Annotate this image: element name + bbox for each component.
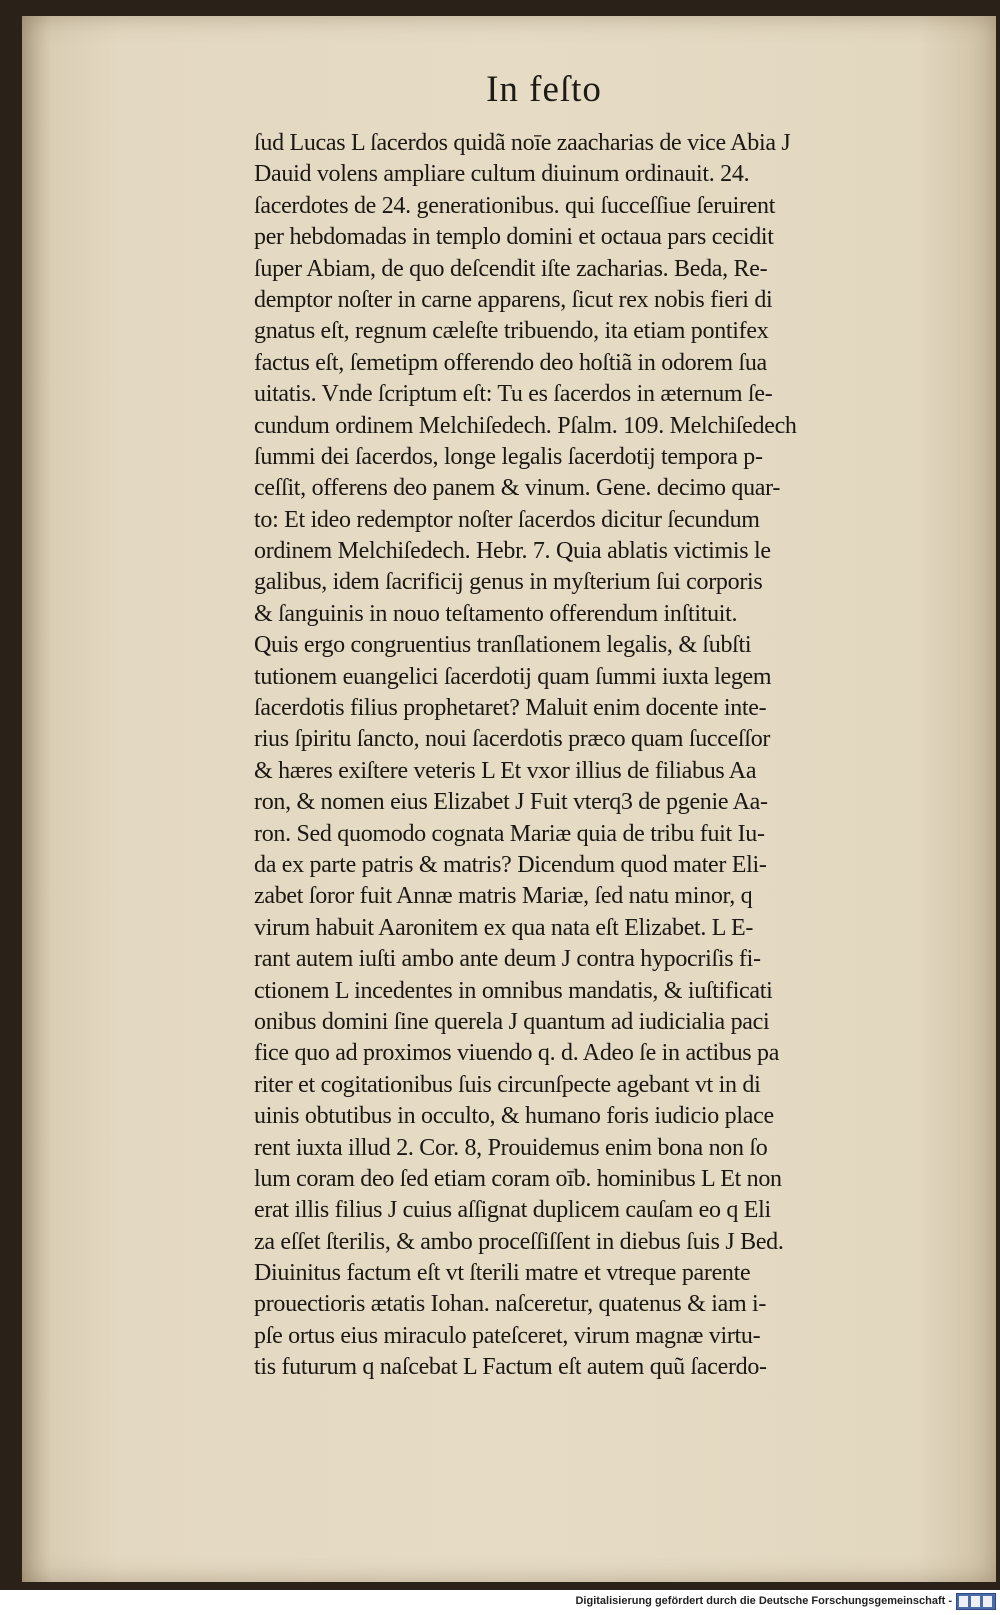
text-line: ceſſit, offerens deo panem & vinum. Gene. decimo quar-: [254, 475, 781, 502]
running-head: In feſto: [486, 69, 602, 110]
footer-text: Digitalisierung gefördert durch die Deutsche Forschungsgemeinschaft -: [575, 1595, 952, 1607]
text-line: per hebdomadas in templo domini et octaua pars cecidit: [254, 224, 774, 251]
text-line: rius ſpiritu ſancto, noui ſacerdotis præco quam ſucceſſor: [254, 726, 771, 753]
text-line: zabet ſoror fuit Annæ matris Mariæ, ſed natu minor, q: [254, 883, 753, 910]
text-line: ctionem L incedentes in omnibus mandatis, & iuſtificati: [254, 977, 773, 1004]
text-line: ordinem Melchiſedech. Hebr. 7. Quia ablatis victimis le: [254, 538, 771, 565]
body-text: [254, 128, 974, 1384]
text-line: rant autem iuſti ambo ante deum J contra hypocriſis fi-: [254, 946, 761, 973]
text-line: ſud Lucas L ſacerdos quidã noīe zaacharias de vice Abia J: [254, 130, 791, 156]
text-line: rent iuxta illud 2. Cor. 8, Prouidemus enim bona non ſo: [254, 1134, 768, 1161]
text-line: ron, & nomen eius Elizabet J Fuit vterq3 de pgenie Aa-: [254, 789, 768, 816]
dfg-logo: [956, 1593, 996, 1610]
text-line: uitatis. Vnde ſcriptum eſt: Tu es ſacerdos in æternum ſe-: [254, 381, 773, 408]
text-line: gnatus eſt, regnum cæleſte tribuendo, ita etiam pontifex: [254, 318, 769, 345]
text-line: & hæres exiſtere veteris L Et vxor illius de filiabus Aa: [254, 757, 757, 784]
text-line: galibus, idem ſacrificij genus in myſterium ſui corporis: [254, 569, 763, 596]
text-line: prouectioris ætatis Iohan. naſceretur, quatenus & iam i-: [254, 1291, 767, 1318]
text-line: ſacerdotes de 24. generationibus. qui ſucceſſiue ſeruirent: [254, 192, 776, 219]
text-line: da ex parte patris & matris? Dicendum quod mater Eli-: [254, 851, 767, 878]
text-line: virum habuit Aaronitem ex qua nata eſt Elizabet. L E-: [254, 914, 754, 941]
text-line: pſe ortus eius miraculo pateſceret, virum magnæ virtu-: [254, 1322, 761, 1349]
text-line: cundum ordinem Melchiſedech. Pſalm. 109. Melchiſedech: [254, 412, 797, 439]
text-line: ſummi dei ſacerdos, longe legalis ſacerdotij tempora p-: [254, 443, 763, 470]
footer-credit: [575, 1591, 952, 1611]
text-line: riter et cogitationibus ſuis circunſpecte agebant vt in di: [254, 1071, 761, 1098]
text-line: onibus domini ſine querela J quantum ad iudicialia paci: [254, 1008, 770, 1035]
text-line: ſacerdotis filius prophetaret? Maluit enim docente inte-: [254, 695, 767, 722]
text-line: tis futurum q naſcebat L Factum eſt autem quũ ſacerdo-: [254, 1354, 767, 1381]
text-line: fice quo ad proximos viuendo q. d. Adeo ſe in actibus pa: [254, 1040, 780, 1067]
text-line: demptor noſter in carne apparens, ſicut rex nobis fieri di: [254, 286, 773, 313]
text-line: lum coram deo ſed etiam coram oīb. hominibus L Et non: [254, 1165, 782, 1192]
text-line: tutionem euangelici ſacerdotij quam ſummi iuxta legem: [254, 663, 772, 690]
book-page: [22, 16, 996, 1582]
text-line: ſuper Abiam, de quo deſcendit iſte zacharias. Beda, Re-: [254, 255, 768, 282]
text-line: & ſanguinis in nouo teſtamento offerendum inſtituit.: [254, 600, 738, 627]
text-line: Quis ergo congruentius tranſlationem legalis, & ſubſti: [254, 632, 752, 659]
text-line: factus eſt, ſemetipm offerendo deo hoſtiã in odorem ſua: [254, 349, 767, 376]
text-line: uinis obtutibus in occulto, & humano foris iudicio place: [254, 1103, 774, 1130]
text-line: Diuinitus factum eſt vt ſterili matre et vtreque parente: [254, 1260, 751, 1287]
text-line: Dauid volens ampliare cultum diuinum ordinauit. 24.: [254, 161, 750, 188]
text-line: erat illis filius J cuius aſſignat duplicem cauſam eo q Eli: [254, 1197, 771, 1224]
text-line: za eſſet ſterilis, & ambo proceſſiſſent in diebus ſuis J Bed.: [254, 1228, 784, 1255]
text-line: ron. Sed quomodo cognata Mariæ quia de tribu fuit Iu-: [254, 820, 765, 847]
text-line: to: Et ideo redemptor noſter ſacerdos dicitur ſecundum: [254, 506, 760, 533]
